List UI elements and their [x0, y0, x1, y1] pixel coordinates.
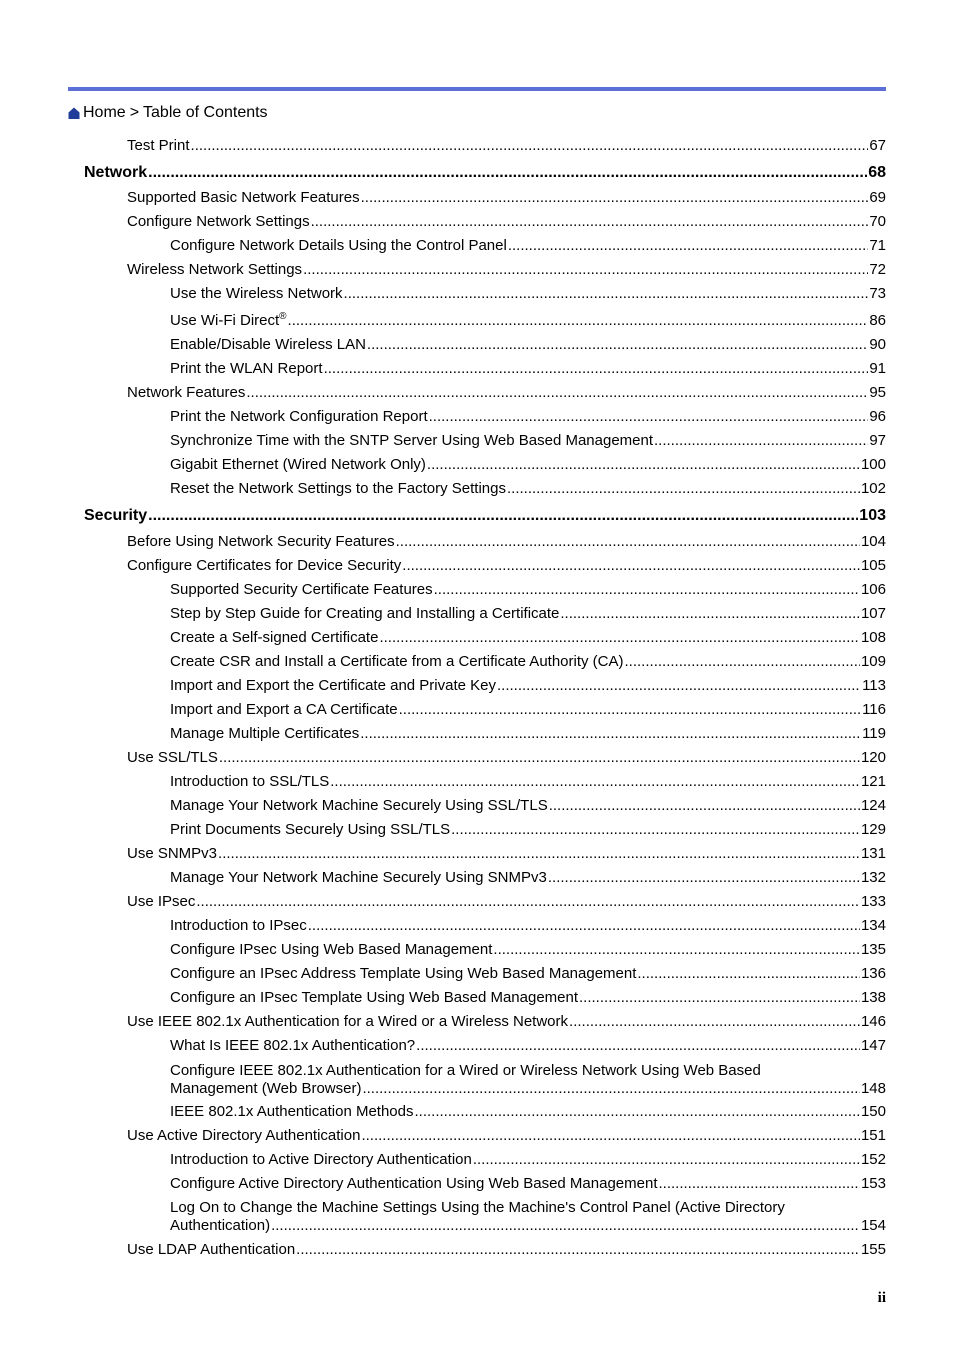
toc-entry-configure-network-details[interactable]: Configure Network Details Using the Control Panel ..... 71 — [170, 237, 886, 255]
toc-entry-use-wireless-network[interactable]: Use the Wireless Network ..... 73 — [170, 285, 886, 303]
breadcrumb-home-link[interactable]: Home — [83, 104, 126, 121]
toc-entry-configure-certificates[interactable]: Configure Certificates for Device Security ..... 105 — [127, 557, 886, 575]
toc-entry-reset-network-settings[interactable]: Reset the Network Settings to the Factory Settings ..... 102 — [170, 480, 886, 498]
toc-entry-log-on-active-directory[interactable]: Log On to Change the Machine Settings Using the Machine's Control Panel (Active Directory Authentication) ..... 154 — [170, 1199, 886, 1235]
toc-section-network[interactable]: Network ..... 68 — [84, 164, 886, 182]
toc-entry-gigabit-ethernet[interactable]: Gigabit Ethernet (Wired Network Only) ..... 100 — [170, 456, 886, 474]
toc-entry-manage-multiple-certificates[interactable]: Manage Multiple Certificates ..... 119 — [170, 725, 886, 743]
breadcrumb — [68, 103, 268, 123]
toc-entry-ipsec-template[interactable]: Configure an IPsec Template Using Web Based Management ..... 138 — [170, 989, 886, 1007]
toc-entry-synchronize-time-sntp[interactable]: Synchronize Time with the SNTP Server Using Web Based Management ..... 97 — [170, 432, 886, 450]
toc-entry-enable-disable-wireless-lan[interactable]: Enable/Disable Wireless LAN ..... 90 — [170, 336, 886, 354]
toc-entry-step-by-step-certificate[interactable]: Step by Step Guide for Creating and Installing a Certificate ..... 107 — [170, 605, 886, 623]
toc-entry-use-ssl-tls[interactable]: Use SSL/TLS ..... 120 — [127, 749, 886, 767]
toc-entry-create-csr[interactable]: Create CSR and Install a Certificate from a Certificate Authority (CA) ..... 109 — [170, 653, 886, 671]
toc-entry-configure-ipsec[interactable]: Configure IPsec Using Web Based Management ..... 135 — [170, 941, 886, 959]
toc-entry-ieee-8021x-methods[interactable]: IEEE 802.1x Authentication Methods ..... 150 — [170, 1103, 886, 1121]
registered-mark: ® — [279, 311, 287, 322]
toc-entry-use-ieee-8021x[interactable]: Use IEEE 802.1x Authentication for a Wired or a Wireless Network ..... 146 — [127, 1013, 886, 1031]
toc-entry-configure-network-settings[interactable]: Configure Network Settings ..... 70 — [127, 213, 886, 231]
home-icon[interactable] — [68, 107, 80, 119]
toc-entry-what-is-ieee-8021x[interactable]: What Is IEEE 802.1x Authentication? ..... 147 — [170, 1037, 886, 1055]
toc-entry-print-network-config-report[interactable]: Print the Network Configuration Report ..... 96 — [170, 408, 886, 426]
toc-entry-introduction-ssl-tls[interactable]: Introduction to SSL/TLS ..... 121 — [170, 773, 886, 791]
toc-entry-wireless-network-settings[interactable]: Wireless Network Settings ..... 72 — [127, 261, 886, 279]
header-rule — [68, 87, 886, 91]
toc-entry-supported-security-certificate-features[interactable]: Supported Security Certificate Features ..... 106 — [170, 581, 886, 599]
toc-entry-use-ipsec[interactable]: Use IPsec ..... 133 — [127, 893, 886, 911]
toc-entry-test-print[interactable]: Test Print ..... 67 — [127, 137, 886, 155]
toc-entry-manage-machine-ssl-tls[interactable]: Manage Your Network Machine Securely Using SSL/TLS ..... 124 — [170, 797, 886, 815]
toc-section-security[interactable]: Security ..... 103 — [84, 507, 886, 525]
toc-entry-introduction-ipsec[interactable]: Introduction to IPsec ..... 134 — [170, 917, 886, 935]
toc-entry-network-features[interactable]: Network Features ..... 95 — [127, 384, 886, 402]
toc-entry-before-using-security[interactable]: Before Using Network Security Features ..... 104 — [127, 533, 886, 551]
toc-entry-use-ldap[interactable]: Use LDAP Authentication ..... 155 — [127, 1241, 886, 1259]
toc-entry-supported-basic-network-features[interactable]: Supported Basic Network Features ..... 69 — [127, 189, 886, 207]
breadcrumb-separator: > — [129, 104, 140, 121]
toc-entry-import-export-certificate-key[interactable]: Import and Export the Certificate and Private Key ..... 113 — [170, 677, 886, 695]
page-number: ii — [877, 1290, 886, 1306]
toc-entry-print-wlan-report[interactable]: Print the WLAN Report ..... 91 — [170, 360, 886, 378]
toc-entry-print-documents-ssl-tls[interactable]: Print Documents Securely Using SSL/TLS ..... 129 — [170, 821, 886, 839]
toc-entry-use-wifi-direct[interactable]: Use Wi-Fi Direct® ..... 86 — [170, 312, 886, 330]
toc-entry-use-active-directory[interactable]: Use Active Directory Authentication ..... 151 — [127, 1127, 886, 1145]
toc-entry-use-snmpv3[interactable]: Use SNMPv3 ..... 131 — [127, 845, 886, 863]
toc-entry-ipsec-address-template[interactable]: Configure an IPsec Address Template Using Web Based Management ..... 136 — [170, 965, 886, 983]
toc-entry-configure-ieee-8021x[interactable]: Configure IEEE 802.1x Authentication for a Wired or Wireless Network Using Web Based Management (Web Browser) ..... 148 — [170, 1062, 886, 1098]
breadcrumb-current: Table of Contents — [143, 104, 268, 121]
toc-entry-manage-machine-snmpv3[interactable]: Manage Your Network Machine Securely Using SNMPv3 ..... 132 — [170, 869, 886, 887]
toc-entry-introduction-active-directory[interactable]: Introduction to Active Directory Authentication ..... 152 — [170, 1151, 886, 1169]
toc-entry-create-self-signed-certificate[interactable]: Create a Self-signed Certificate ..... 108 — [170, 629, 886, 647]
toc-entry-import-export-ca-certificate[interactable]: Import and Export a CA Certificate ..... 116 — [170, 701, 886, 719]
toc-entry-configure-active-directory[interactable]: Configure Active Directory Authentication Using Web Based Management ..... 153 — [170, 1175, 886, 1193]
